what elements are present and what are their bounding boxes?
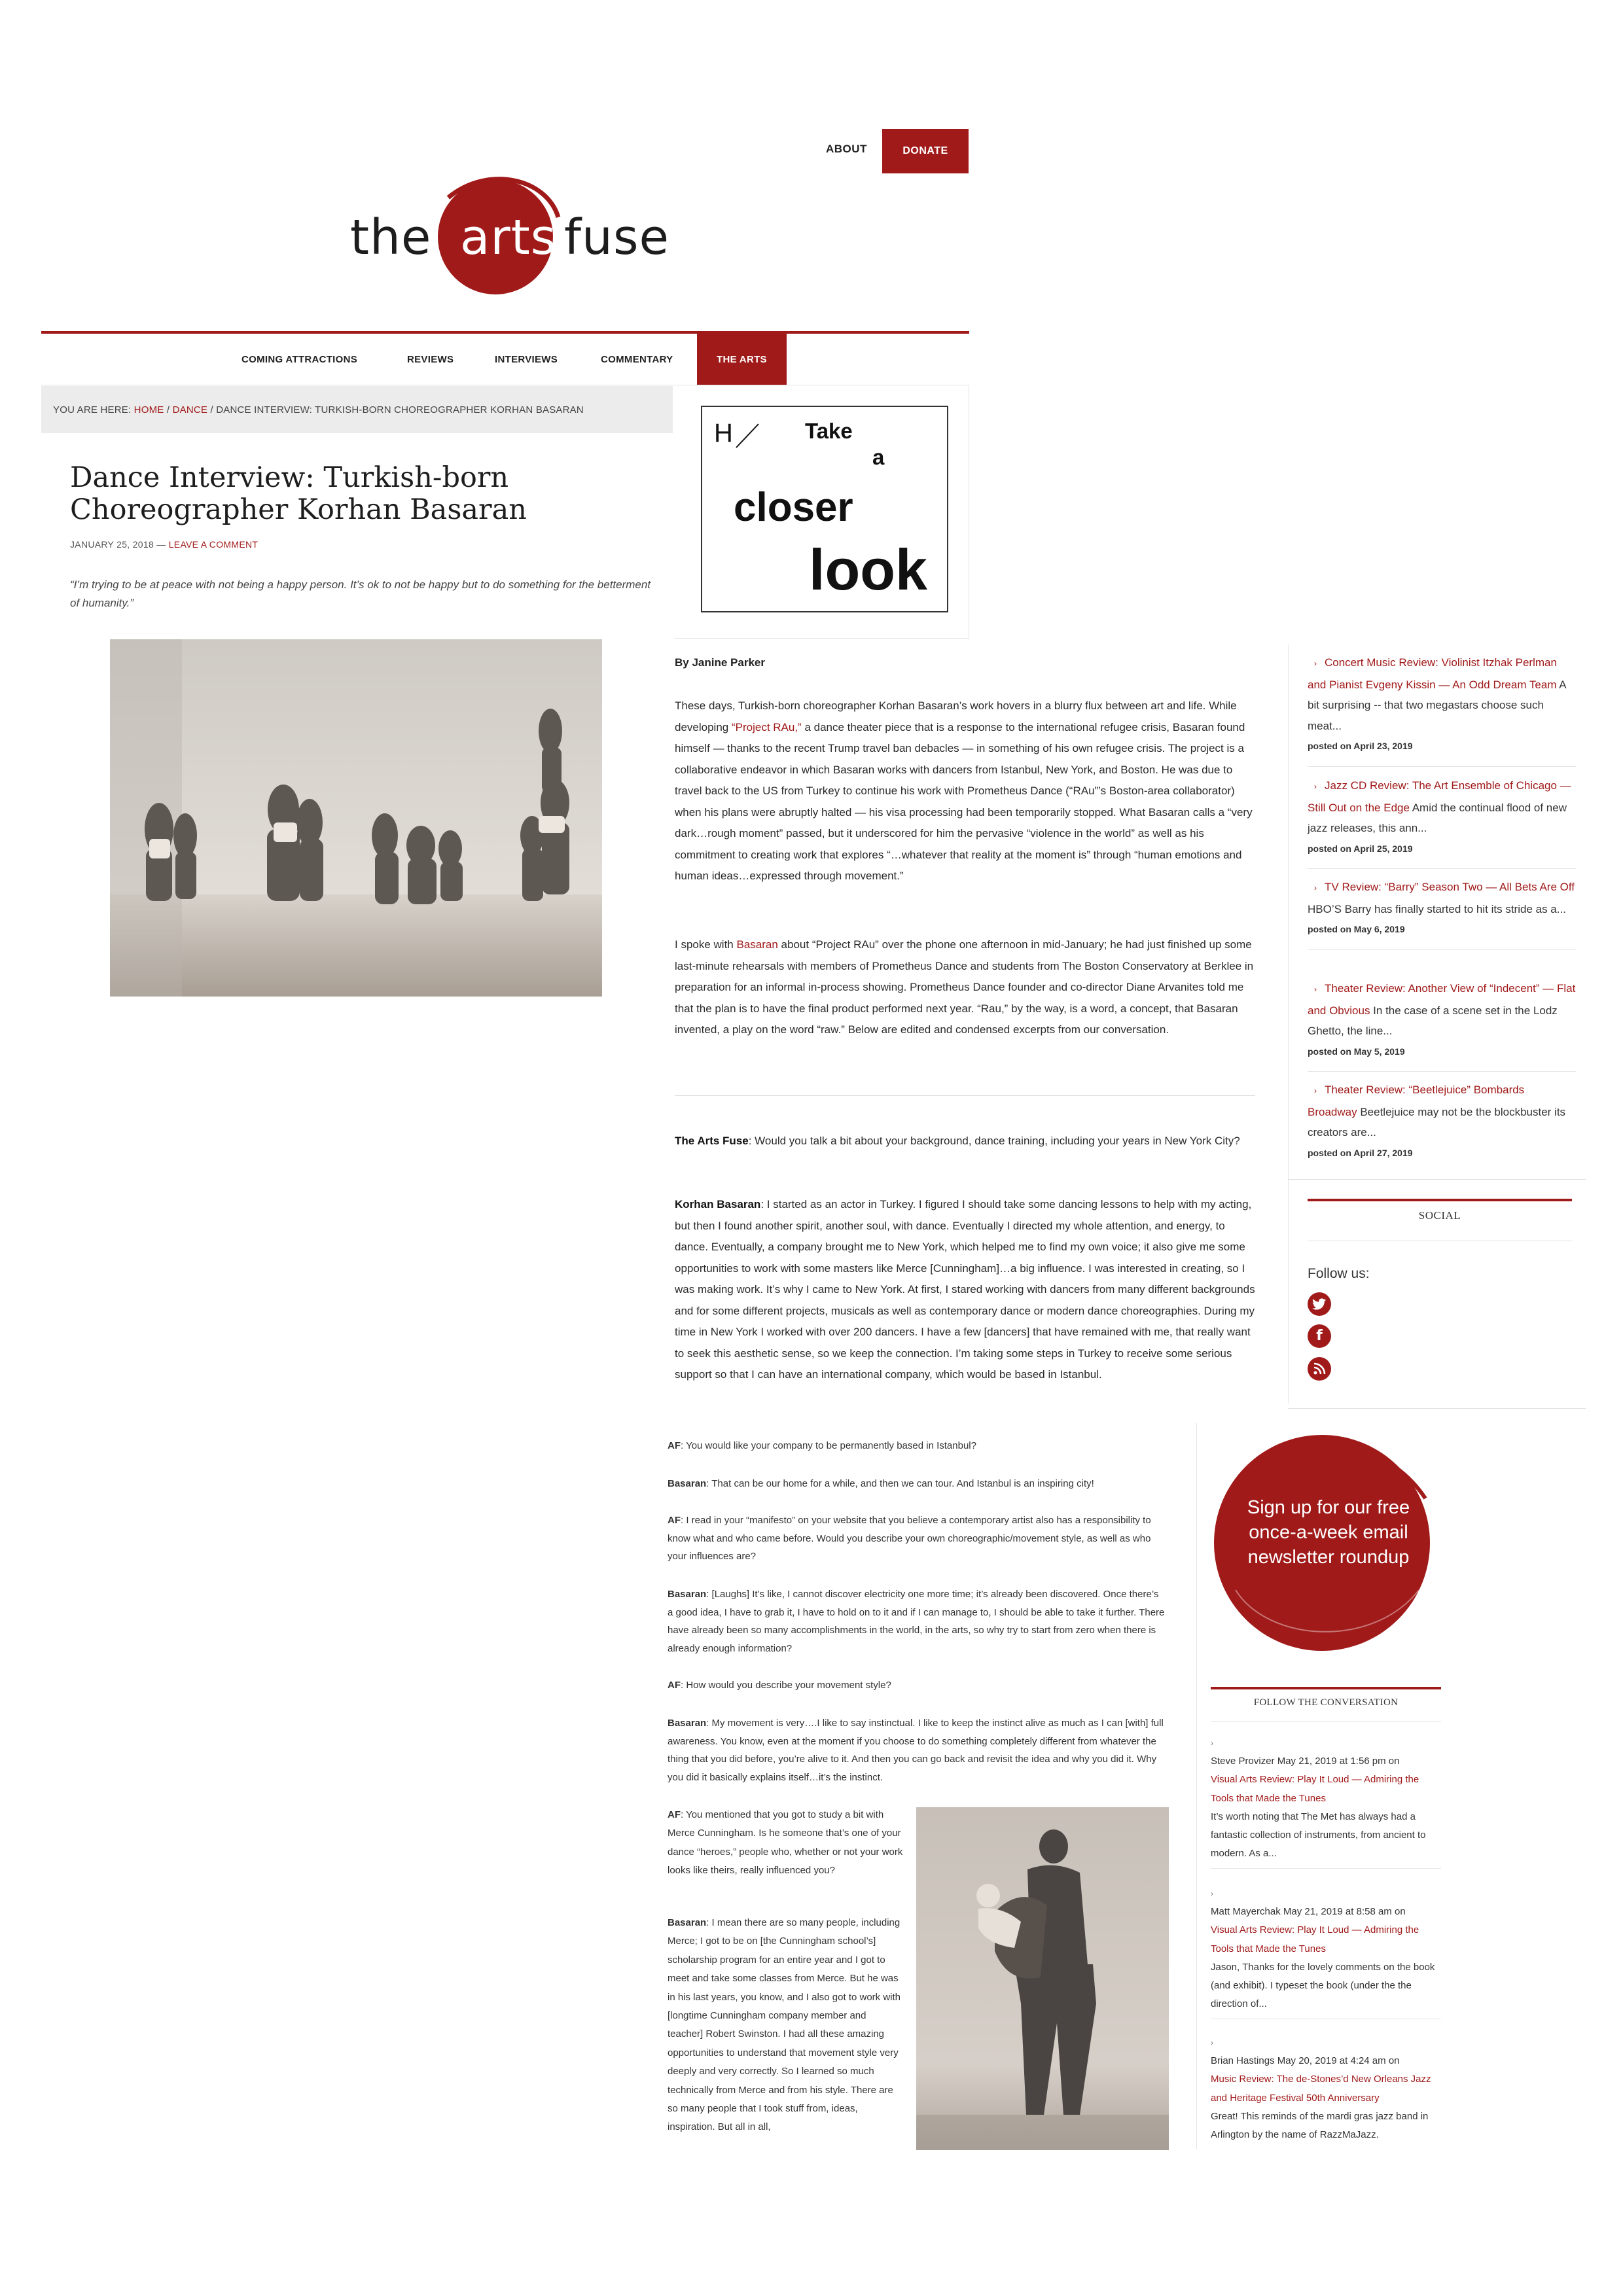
section-divider [675,1095,1255,1096]
sidebar-post-excerpt: In the case of a scene set in the Lodz Ghetto, the line... [1308,1004,1558,1037]
recent-comment [1211,1734,1443,1869]
intro-paragraph [675,696,1257,887]
chevron-right-icon: › [1314,883,1317,892]
donate-button[interactable]: DONATE [882,129,969,173]
ad-take: Take [805,419,853,443]
answer-3 [668,1585,1165,1657]
about-link[interactable]: ABOUT [826,143,867,155]
chevron-right-icon: › [1314,1086,1317,1095]
speaker-label: Basaran [668,1718,707,1729]
speaker-label: Basaran [668,1917,707,1928]
pull-quote: “I’m trying to be at peace with not being a happy person. It’s ok to not be happy but to do something for the betterment of humanity.” [70,578,651,609]
answer-text: : I started as an actor in Turkey. I figured I should take some dancing lessons to help with my acting, but then I found another spirit, another soul, with dance. Eventually I directed my whole attention, and energy, to dance. Eventually, a company brought me to New York, which helped me to find my own voice; it also give me some opportunities to work with some masters like Merce [Cunningham]…a big influence. I was interested in creating, so I was making work. It’s why I came to New York. At first, I stared working with dancers from many different backgrounds and for some different projects, musicals as well as contemporary dance or modern dance choreographies. During my time in New York I worked with over 200 dancers. I have a few [dancers] that have remained with me, that really want to seek this aesthetic sense, so we keep the connection. I’m taking some steps in Turkey to receive some serious support so that I can have an international company, which would be based in Istanbul. [675,1198,1255,1381]
speaker-label: Basaran [668,1589,707,1600]
nav-reviews[interactable]: REVIEWS [407,353,454,365]
speaker-label: The Arts Fuse [675,1135,749,1147]
recent-comment [1211,2034,1443,2144]
sidebar-separator [1308,949,1576,950]
ad-slash-icon [735,421,761,449]
sidebar-post-date: posted on April 23, 2019 [1308,741,1413,751]
sidebar-post [1308,877,1576,950]
question-4 [668,1676,1165,1695]
chevron-right-icon: › [1314,782,1317,791]
twitter-icon[interactable] [1308,1292,1331,1316]
ad-banner[interactable] [701,406,948,612]
post-meta [70,539,258,550]
rss-icon[interactable] [1308,1357,1331,1381]
comment-post-link[interactable]: Visual Arts Review: Play It Loud — Admiring the Tools that Made the Tunes [1211,1774,1419,1804]
breadcrumb-home[interactable]: HOME [134,404,164,415]
comment-separator [1211,1868,1441,1869]
question-text: : How would you describe your movement style? [681,1680,891,1691]
comment-caret-icon: › [1211,2038,1213,2047]
comment-author: Brian Hastings May 20, 2019 at 4:24 am on [1211,2055,1400,2067]
sidebar-post-link[interactable]: Theater Review: Another View of “Indecent” — Flat and Obvious [1308,982,1576,1017]
speaker-label: AF [668,1515,681,1526]
lower-sidebar-divider [1196,1423,1197,2149]
logo-arts: arts [460,209,557,266]
ad-h: H [714,419,733,448]
follow-us-label: Follow us: [1308,1266,1370,1281]
comment-caret-icon: › [1211,1889,1213,1898]
p2-text: I spoke with [675,938,737,951]
sidebar-divider [1288,645,1289,1404]
nav-coming-attractions[interactable]: COMING ATTRACTIONS [241,353,358,365]
post-date: JANUARY 25, 2018 [70,539,154,550]
comment-author: Steve Provizer May 21, 2019 at 1:56 pm on [1211,1756,1400,1767]
answer-4 [668,1714,1165,1786]
site-logo[interactable] [350,171,670,302]
main-nav [41,334,969,385]
speaker-label: Korhan Basaran [675,1198,761,1210]
second-paragraph [675,934,1257,1041]
recent-comment [1211,1884,1443,2019]
sidebar-post-excerpt: A bit surprising -- that two megastars choose such meat... [1308,678,1566,732]
answer-text: : That can be our home for a while, and then we can tour. And Istanbul is an inspiring city! [706,1478,1094,1489]
comment-text: Great! This reminds of the mardi gras jazz band in Arlington by the name of RazzMaJazz. [1211,2110,1429,2141]
question-2 [668,1437,1165,1455]
sidebar-post-link[interactable]: Theater Review: “Beetlejuice” Bombards Broadway [1308,1084,1525,1118]
ad-look: look [809,537,927,602]
comment-caret-icon: › [1211,1739,1213,1748]
conversation-top-rule [1211,1687,1441,1689]
comment-text: Jason, Thanks for the lovely comments on the book (and exhibit). I typeset the book (under the the direction of... [1211,1961,1435,2010]
sidebar-rule [1288,1179,1586,1180]
sidebar-post-link[interactable]: Jazz CD Review: The Art Ensemble of Chicago — Still Out on the Edge [1308,779,1571,814]
question-3 [668,1511,1165,1566]
answer-2 [668,1475,1165,1493]
p1-text: a dance theater piece that is a response to the international refugee crisis, Basaran found himself — thanks to the recent Trump travel ban debacles — in something of his own refugee crisis. The project is a collaborative endeavor in which Basaran works with dancers from Istanbul, New York, and Boston. He was due to travel back to the US from Turkey to continue his work with Prometheus Dance (“RAu”’s Boston-area collaborator) when his plans were abruptly halted — his visa processing had been temporarily stopped. What Basaran calls a “very dark…rough moment” passed, but it underscored for him the pervasive “violence in the world” as well as his commitment to creating work that explores “…whatever that reality at the moment is” through “human emotions and human ideas…expressed through movement.” [675,720,1253,882]
nav-the-arts[interactable]: THE ARTS [697,334,787,385]
answer-1 [675,1194,1257,1386]
facebook-icon[interactable]: f [1308,1324,1331,1348]
question-text: : You mentioned that you got to study a bit with Merce Cunningham. Is he someone that’s one of your dance “heroes,” people who, whether or not your work looks like theirs, really influenced you? [668,1809,903,1877]
leave-comment-link[interactable]: LEAVE A COMMENT [168,539,259,550]
breadcrumb-prefix: YOU ARE HERE: [53,404,134,415]
answer-5 [668,1914,903,2137]
comment-author: Matt Mayerchak May 21, 2019 at 8:58 am on [1211,1906,1406,1918]
sidebar-post [1308,775,1576,869]
breadcrumb-sep: / [164,404,173,415]
sidebar-rule [1288,1408,1586,1409]
speaker-label: Basaran [668,1478,707,1489]
sidebar-post-excerpt: Beetlejuice may not be the blockbuster its creators are... [1308,1105,1566,1139]
breadcrumb-sep: / [207,404,217,415]
sidebar-post-date: posted on April 27, 2019 [1308,1147,1413,1158]
social-top-rule [1308,1199,1572,1201]
logo-fuse: fuse [564,209,670,266]
sidebar-post-date: posted on May 5, 2019 [1308,1046,1405,1057]
breadcrumb-current: DANCE INTERVIEW: TURKISH-BORN CHOREOGRAPHER KORHAN BASARAN [216,404,584,415]
sidebar-post-date: posted on April 25, 2019 [1308,843,1413,854]
comment-post-link[interactable]: Music Review: The de-Stones’d New Orleans Jazz and Heritage Festival 50th Anniversary [1211,2074,1431,2104]
answer-text: : My movement is very….I like to say instinctual. I like to keep the instinct alive as much as I can [with] full awareness. You know, even at the moment if you choose to do something completely different from whatever the thing that you did before, you’re alive to it. And then you can go back and revisit the idea and why you did it. Why you did it basically explains itself…it’s the instinct. [668,1718,1164,1783]
duet-photo [916,1807,1169,2150]
p1-text: These days, Turkish-born choreographer Korhan Basaran’s work hovers in a blurry flux between art and life. While developing [675,699,1237,733]
chevron-right-icon: › [1314,985,1317,994]
sidebar-post-excerpt: Amid the continual flood of new jazz releases, this ann... [1308,801,1567,834]
breadcrumb [41,386,673,433]
logo-the: the [350,209,432,266]
conversation-heading: FOLLOW THE CONVERSATION [1253,1697,1399,1708]
answer-text: : I mean there are so many people, including Merce; I got to be on [the Cunningham school’s] scholarship program for an entire year and I got to meet and take some classes from Merce. But he was in his last years, you know, and I also got to work with [longtime Cunningham company member and teacher] Robert Swinston. I had all these amazing opportunities to understand that movement style very deeply and very correctly. So I learned so much technically from Merce and from his style. There are so many people that I took stuff from, ideas, inspiration. But all in all, [668,1917,901,2133]
question-5 [668,1806,903,1881]
sidebar-separator [1308,868,1576,869]
byline: By Janine Parker [675,656,765,669]
sidebar-post-date: posted on May 6, 2019 [1308,924,1405,934]
sidebar-post [1308,1080,1576,1163]
sidebar-post-link[interactable]: Concert Music Review: Violinist Itzhak Perlman and Pianist Evgeny Kissin — An Odd Dream Team [1308,656,1557,691]
speaker-label: AF [668,1809,681,1820]
answer-text: : [Laughs] It’s like, I cannot discover electricity one more time; it’s already been discovered. Once there’s a good idea, I have to grab it, I have to hold on to it and if I can manage to, I should be able to take it further. There have already been so many accomplishments in the world, in the arts, so why try to start from zero when there is already enough information? [668,1589,1165,1654]
question-text: : You would like your company to be permanently based in Istanbul? [681,1440,976,1451]
nav-interviews[interactable]: INTERVIEWS [495,353,558,365]
speaker-label: AF [668,1440,681,1451]
page-title: Dance Interview: Turkish-born Choreographer Korhan Basaran [70,461,527,526]
sidebar-post [1308,652,1576,767]
p2-text: about “Project RAu” over the phone one afternoon in mid-January; he had just finished up some last-minute rehearsals with members of Prometheus Dance and students from The Boston Conservatory at Berklee in preparation for an informal in-process showing. Prometheus Dance founder and co-director Diane Arvanites told me that the plan is to have the final product performed next year. “Rau,” by the way, is a word, a concept, that Basaran invented, a play on the word “raw.” Below are edited and condensed excerpts from our conversation. [675,938,1254,1036]
comment-post-link[interactable]: Visual Arts Review: Play It Loud — Admiring the Tools that Made the Tunes [1211,1924,1419,1954]
social-heading: SOCIAL [1418,1209,1461,1222]
question-text: : Would you talk a bit about your background, dance training, including your years in New York City? [748,1135,1240,1147]
sidebar-post-excerpt: HBO’S Barry has finally started to hit its stride as a... [1308,902,1566,915]
sidebar-post [1308,978,1576,1072]
sidebar-separator [1308,766,1576,767]
comment-text: It’s worth noting that The Met has always had a fantastic collection of instruments, from ancient to modern. As a... [1211,1810,1426,1860]
basaran-link[interactable]: Basaran [736,938,778,951]
nav-commentary[interactable]: COMMENTARY [601,353,673,365]
ad-a: a [872,445,885,469]
project-rau-link[interactable]: “Project RAu,” [731,720,802,733]
question-text: : I read in your “manifesto” on your website that you believe a contemporary artist also has a responsibility to know what and who came before. Would you describe your own choreographic/movement style, as well as who your influences are? [668,1515,1151,1563]
sidebar-post-link[interactable]: TV Review: “Barry” Season Two — All Bets Are Off [1325,881,1575,893]
rehearsal-photo [110,639,602,997]
sidebar-separator [1308,1071,1576,1072]
meta-separator: — [154,539,169,550]
breadcrumb-dance[interactable]: DANCE [172,404,208,415]
speaker-label: AF [668,1680,681,1691]
ad-closer: closer [734,485,853,530]
newsletter-text[interactable]: Sign up for our free once-a-week email newsletter roundup [1247,1497,1410,1568]
question-1 [675,1131,1257,1152]
conversation-rule [1211,1721,1441,1722]
chevron-right-icon: › [1314,659,1317,668]
